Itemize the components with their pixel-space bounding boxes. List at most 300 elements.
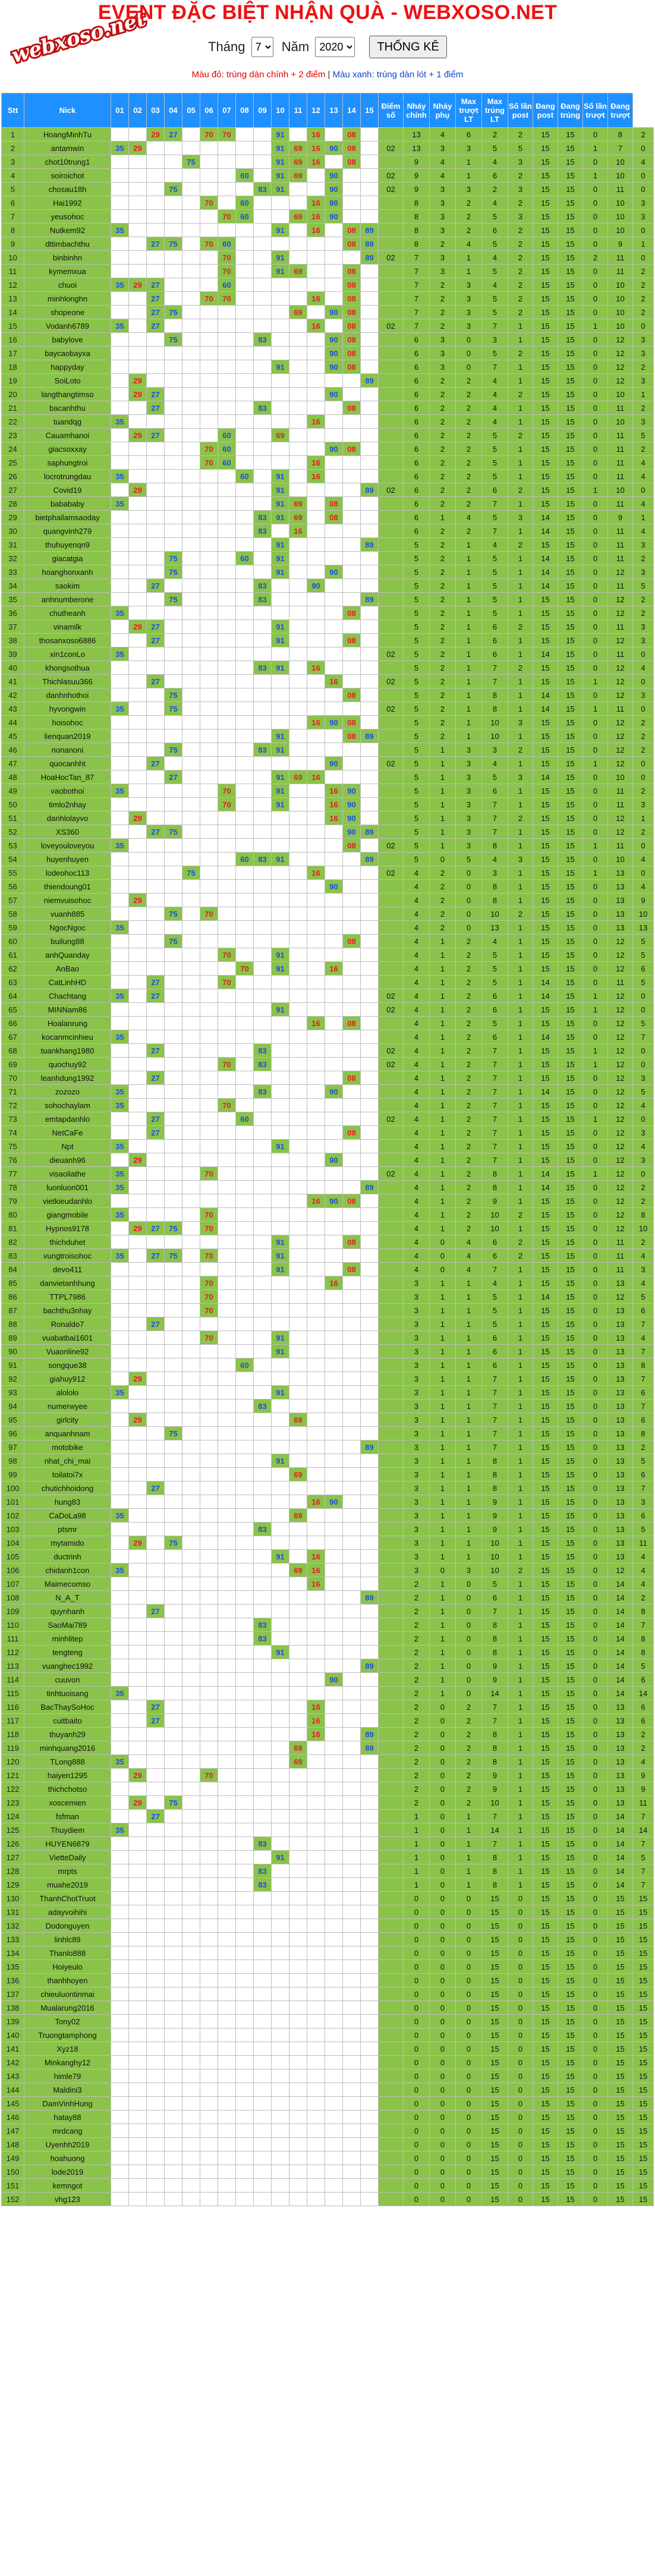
- day-cell: [200, 1933, 218, 1946]
- stat-cell: [379, 1249, 404, 1263]
- day-cell: [272, 319, 289, 333]
- day-cell: [218, 579, 236, 593]
- day-cell: [200, 483, 218, 497]
- day-cell: [272, 866, 289, 880]
- stat-cell: 2: [456, 989, 482, 1003]
- day-cell: [343, 2138, 361, 2152]
- day-cell: [165, 2097, 182, 2111]
- day-cell: [325, 606, 343, 620]
- day-cell: [236, 1864, 254, 1878]
- day-cell: [147, 1892, 165, 1905]
- row-number: 12: [2, 278, 24, 292]
- day-cell: [182, 770, 200, 784]
- day-cell: [129, 688, 147, 702]
- day-cell: [182, 2165, 200, 2179]
- day-cell: [325, 853, 343, 866]
- day-cell: [200, 470, 218, 483]
- month-select[interactable]: [251, 37, 273, 57]
- results-table: [1, 93, 654, 2206]
- stat-cell: 1: [508, 976, 533, 989]
- day-cell: [218, 1823, 236, 1837]
- day-cell: [200, 429, 218, 442]
- stat-cell: 6: [482, 1331, 508, 1345]
- day-cell: 90: [325, 388, 343, 401]
- row-number: 74: [2, 1126, 24, 1140]
- day-cell: [165, 1878, 182, 1892]
- day-cell: [254, 2042, 272, 2056]
- day-cell: [289, 1933, 307, 1946]
- stat-cell: 15: [533, 333, 558, 347]
- day-cell: [200, 1372, 218, 1386]
- day-cell: [361, 169, 379, 183]
- day-cell: [343, 675, 361, 688]
- day-cell: [111, 1591, 129, 1605]
- nick-cell: antamwin: [24, 141, 111, 155]
- stat-cell: 15: [558, 1099, 583, 1112]
- stat-cell: 14: [533, 579, 558, 593]
- stat-cell: 3: [633, 1071, 654, 1085]
- stat-cell: 2: [404, 1755, 430, 1769]
- stat-cell: 13: [608, 1509, 633, 1523]
- table-row: [2, 839, 654, 853]
- day-cell: [307, 1536, 325, 1550]
- table-row: [2, 210, 654, 224]
- day-cell: [236, 935, 254, 948]
- day-cell: [289, 1208, 307, 1222]
- day-cell: [147, 1331, 165, 1345]
- day-cell: [307, 1331, 325, 1345]
- stat-cell: 15: [608, 2097, 633, 2111]
- day-cell: 83: [254, 661, 272, 675]
- legend: [0, 70, 655, 80]
- stat-cell: 15: [533, 1687, 558, 1700]
- day-cell: [254, 1933, 272, 1946]
- day-cell: [254, 1810, 272, 1823]
- stat-cell: [379, 347, 404, 360]
- stat-cell: 15: [608, 2193, 633, 2206]
- nick-cell: visaoliathe: [24, 1167, 111, 1181]
- stat-cell: 13: [608, 1769, 633, 1782]
- stat-cell: 12: [608, 1564, 633, 1577]
- stat-cell: [379, 1495, 404, 1509]
- day-cell: [289, 661, 307, 675]
- day-cell: [254, 1687, 272, 1700]
- day-cell: [307, 1946, 325, 1960]
- day-cell: [182, 251, 200, 265]
- day-cell: [182, 1017, 200, 1030]
- stat-cell: 2: [508, 306, 533, 319]
- day-cell: 70: [218, 948, 236, 962]
- day-cell: 91: [272, 1851, 289, 1864]
- day-cell: [129, 1386, 147, 1399]
- day-cell: [254, 1181, 272, 1194]
- day-cell: [254, 907, 272, 921]
- stat-cell: 2: [633, 1591, 654, 1605]
- day-cell: [165, 1769, 182, 1782]
- day-cell: [343, 1140, 361, 1153]
- table-row: [2, 2042, 654, 2056]
- row-number: 94: [2, 1399, 24, 1413]
- day-cell: [147, 1194, 165, 1208]
- day-cell: [289, 1276, 307, 1290]
- stat-cell: 15: [608, 1919, 633, 1933]
- stat-cell: 5: [482, 1577, 508, 1591]
- stat-cell: 5: [482, 606, 508, 620]
- row-number: 73: [2, 1112, 24, 1126]
- stat-cell: 13: [608, 1358, 633, 1372]
- day-cell: [129, 729, 147, 743]
- stat-cell: 15: [533, 1345, 558, 1358]
- stat-cell: 1: [508, 1728, 533, 1741]
- day-cell: [147, 1741, 165, 1755]
- stat-cell: 3: [456, 839, 482, 853]
- row-number: 70: [2, 1071, 24, 1085]
- table-row: [2, 1290, 654, 1304]
- row-number: 110: [2, 1618, 24, 1632]
- day-cell: 89: [361, 1181, 379, 1194]
- stat-cell: 15: [533, 1960, 558, 1974]
- day-cell: [165, 1372, 182, 1386]
- row-number: 36: [2, 606, 24, 620]
- day-cell: [307, 442, 325, 456]
- stat-cell: 15: [633, 1892, 654, 1905]
- day-cell: [165, 1140, 182, 1153]
- day-cell: [289, 948, 307, 962]
- day-cell: [111, 1276, 129, 1290]
- day-cell: [307, 1741, 325, 1755]
- stat-cell: [379, 907, 404, 921]
- day-cell: [361, 784, 379, 798]
- day-cell: 35: [111, 1249, 129, 1263]
- day-cell: [254, 1235, 272, 1249]
- day-cell: [289, 1769, 307, 1782]
- stat-cell: 6: [404, 442, 430, 456]
- stat-cell: [379, 1126, 404, 1140]
- day-cell: [254, 1728, 272, 1741]
- stat-cell: 2: [430, 579, 456, 593]
- day-cell: [218, 1659, 236, 1673]
- day-cell: 60: [218, 442, 236, 456]
- stat-cell: 1: [430, 1140, 456, 1153]
- day-cell: [182, 1700, 200, 1714]
- day-cell: [272, 935, 289, 948]
- day-cell: [200, 2097, 218, 2111]
- day-cell: 35: [111, 319, 129, 333]
- stat-cell: [379, 2124, 404, 2138]
- day-cell: [254, 552, 272, 565]
- stat-cell: 0: [583, 1290, 608, 1304]
- day-cell: [147, 1495, 165, 1509]
- stat-cell: 0: [456, 2097, 482, 2111]
- day-cell: [343, 2179, 361, 2193]
- day-cell: [182, 196, 200, 210]
- stat-cell: 15: [533, 866, 558, 880]
- stat-cell: 2: [456, 196, 482, 210]
- day-cell: [111, 1974, 129, 1987]
- day-cell: [129, 1317, 147, 1331]
- day-cell: [272, 880, 289, 894]
- stat-cell: 15: [558, 894, 583, 907]
- day-cell: [147, 839, 165, 853]
- stat-cell: 9: [608, 237, 633, 251]
- day-cell: 35: [111, 224, 129, 237]
- stat-cell: 1: [508, 1345, 533, 1358]
- day-cell: 29: [129, 894, 147, 907]
- row-number: 6: [2, 196, 24, 210]
- row-number: 149: [2, 2152, 24, 2165]
- day-cell: [307, 1810, 325, 1823]
- day-cell: [325, 825, 343, 839]
- stat-cell: 0: [430, 1823, 456, 1837]
- day-cell: [129, 1194, 147, 1208]
- day-cell: [111, 2069, 129, 2083]
- day-cell: [343, 2152, 361, 2165]
- stat-cell: 15: [558, 1782, 583, 1796]
- nick-cell: chot10trung1: [24, 155, 111, 169]
- stat-cell: 1: [456, 251, 482, 265]
- stat-cell: 1: [430, 1153, 456, 1167]
- day-cell: [200, 1017, 218, 1030]
- day-cell: [200, 538, 218, 552]
- stat-cell: 15: [533, 675, 558, 688]
- day-cell: [289, 1495, 307, 1509]
- day-cell: [200, 825, 218, 839]
- statistics-button[interactable]: THỐNG KÊ: [369, 36, 446, 58]
- day-cell: 69: [289, 497, 307, 511]
- day-cell: [182, 1126, 200, 1140]
- stat-cell: 02: [379, 647, 404, 661]
- nick-cell: HoangMinhTu: [24, 128, 111, 141]
- day-cell: [254, 1646, 272, 1659]
- table-row: [2, 1413, 654, 1427]
- stat-cell: 3: [508, 210, 533, 224]
- stat-cell: 1: [508, 606, 533, 620]
- day-cell: [325, 1741, 343, 1755]
- day-cell: [325, 1523, 343, 1536]
- day-cell: [182, 798, 200, 812]
- day-cell: [111, 1837, 129, 1851]
- stat-cell: 0: [430, 1837, 456, 1851]
- nick-cell: NetCaFe: [24, 1126, 111, 1140]
- stat-cell: 2: [508, 1249, 533, 1263]
- day-cell: [236, 2001, 254, 2015]
- nick-cell: shopeone: [24, 306, 111, 319]
- day-cell: [289, 374, 307, 388]
- day-cell: [361, 1933, 379, 1946]
- day-cell: [182, 1796, 200, 1810]
- stat-cell: 15: [558, 1249, 583, 1263]
- row-number: 93: [2, 1386, 24, 1399]
- stat-cell: 8: [633, 1646, 654, 1659]
- stat-cell: 15: [533, 894, 558, 907]
- day-cell: [325, 1823, 343, 1837]
- day-cell: [236, 798, 254, 812]
- stat-cell: 2: [430, 442, 456, 456]
- stat-cell: 0: [583, 620, 608, 634]
- day-cell: [165, 169, 182, 183]
- day-cell: 35: [111, 606, 129, 620]
- day-cell: [325, 1851, 343, 1864]
- row-number: 30: [2, 524, 24, 538]
- day-cell: [165, 1741, 182, 1755]
- stat-cell: 0: [430, 1864, 456, 1878]
- day-cell: [129, 921, 147, 935]
- stat-cell: 12: [608, 948, 633, 962]
- day-cell: [129, 2097, 147, 2111]
- stat-cell: 2: [430, 702, 456, 716]
- stat-cell: 13: [608, 1372, 633, 1386]
- nick-cell: ductrinh: [24, 1550, 111, 1564]
- day-cell: [147, 1728, 165, 1741]
- year-select[interactable]: [315, 37, 355, 57]
- day-cell: [165, 661, 182, 675]
- day-cell: [129, 661, 147, 675]
- day-cell: [147, 770, 165, 784]
- stat-cell: 3: [404, 1427, 430, 1440]
- day-cell: [236, 524, 254, 538]
- stat-cell: 2: [456, 210, 482, 224]
- day-cell: 91: [272, 265, 289, 278]
- day-cell: [289, 593, 307, 606]
- day-cell: [254, 483, 272, 497]
- table-row: [2, 2138, 654, 2152]
- nick-cell: linhlc89: [24, 1933, 111, 1946]
- day-cell: [129, 1181, 147, 1194]
- day-cell: 08: [343, 333, 361, 347]
- row-number: 59: [2, 921, 24, 935]
- day-cell: 70: [200, 237, 218, 251]
- day-cell: [325, 265, 343, 278]
- stat-cell: 15: [633, 2001, 654, 2015]
- day-cell: [254, 894, 272, 907]
- day-cell: 35: [111, 1687, 129, 1700]
- day-cell: 16: [307, 1495, 325, 1509]
- day-cell: [343, 1331, 361, 1345]
- nick-cell: VietteDaily: [24, 1851, 111, 1864]
- stat-cell: 0: [583, 1413, 608, 1427]
- stat-cell: [379, 935, 404, 948]
- stat-cell: 1: [633, 812, 654, 825]
- row-number: 77: [2, 1167, 24, 1181]
- day-cell: 75: [165, 743, 182, 757]
- nick-cell: happyday: [24, 360, 111, 374]
- day-cell: [325, 456, 343, 470]
- day-cell: [361, 675, 379, 688]
- day-cell: [254, 210, 272, 224]
- nick-cell: xoscemien: [24, 1796, 111, 1810]
- stat-cell: 3: [456, 784, 482, 798]
- stat-cell: 12: [608, 757, 633, 770]
- row-number: 142: [2, 2056, 24, 2069]
- stat-cell: 15: [608, 2001, 633, 2015]
- day-cell: [254, 1194, 272, 1208]
- stat-cell: 14: [533, 1030, 558, 1044]
- stat-cell: 15: [533, 921, 558, 935]
- day-cell: [361, 1987, 379, 2001]
- day-cell: [147, 661, 165, 675]
- stat-cell: 2: [456, 1167, 482, 1181]
- day-cell: 35: [111, 1755, 129, 1769]
- day-cell: [200, 702, 218, 716]
- stat-cell: 14: [608, 1878, 633, 1892]
- stat-cell: 7: [482, 497, 508, 511]
- day-cell: 08: [343, 729, 361, 743]
- day-cell: 16: [307, 224, 325, 237]
- day-cell: [182, 716, 200, 729]
- nick-cell: SaoMai789: [24, 1618, 111, 1632]
- day-cell: [218, 921, 236, 935]
- stat-cell: 7: [633, 1345, 654, 1358]
- stat-cell: 1: [430, 1673, 456, 1687]
- day-cell: 69: [289, 1755, 307, 1769]
- stat-cell: 6: [633, 1304, 654, 1317]
- stat-cell: 12: [608, 825, 633, 839]
- stat-cell: 15: [533, 2179, 558, 2193]
- stat-cell: 2: [633, 1728, 654, 1741]
- stat-cell: 0: [456, 2124, 482, 2138]
- day-cell: 35: [111, 1085, 129, 1099]
- stat-cell: 15: [558, 388, 583, 401]
- stat-cell: 1: [430, 1071, 456, 1085]
- stat-cell: 2: [430, 894, 456, 907]
- row-number: 8: [2, 224, 24, 237]
- day-cell: [182, 757, 200, 770]
- day-cell: [218, 1796, 236, 1810]
- stat-cell: 15: [558, 757, 583, 770]
- day-cell: [236, 1523, 254, 1536]
- day-cell: [254, 2069, 272, 2083]
- day-cell: [218, 524, 236, 538]
- day-cell: [343, 1495, 361, 1509]
- day-cell: [147, 702, 165, 716]
- day-cell: [129, 470, 147, 483]
- nick-cell: bietphailamsaoday: [24, 511, 111, 524]
- day-cell: [236, 1085, 254, 1099]
- day-cell: [218, 716, 236, 729]
- row-number: 38: [2, 634, 24, 647]
- day-cell: [111, 483, 129, 497]
- stat-cell: 0: [583, 2028, 608, 2042]
- stat-cell: 0: [583, 948, 608, 962]
- stat-cell: 0: [583, 2111, 608, 2124]
- day-cell: [307, 1358, 325, 1372]
- day-cell: [165, 1523, 182, 1536]
- day-cell: [111, 2193, 129, 2206]
- day-cell: [289, 1864, 307, 1878]
- stat-cell: 10: [608, 319, 633, 333]
- day-cell: [254, 1167, 272, 1181]
- day-cell: [325, 1222, 343, 1235]
- stat-cell: 15: [482, 1933, 508, 1946]
- day-cell: [254, 798, 272, 812]
- table-row: [2, 333, 654, 347]
- stat-cell: 15: [558, 1386, 583, 1399]
- stat-cell: 1: [456, 1550, 482, 1564]
- table-row: [2, 524, 654, 538]
- day-cell: [182, 948, 200, 962]
- day-cell: [361, 1823, 379, 1837]
- stat-cell: 5: [482, 770, 508, 784]
- table-row: [2, 606, 654, 620]
- row-number: 5: [2, 183, 24, 196]
- day-cell: [289, 2056, 307, 2069]
- stat-cell: [379, 825, 404, 839]
- day-cell: 29: [129, 278, 147, 292]
- day-cell: [289, 2152, 307, 2165]
- row-number: 140: [2, 2028, 24, 2042]
- day-cell: [289, 1181, 307, 1194]
- stat-cell: 15: [558, 1659, 583, 1673]
